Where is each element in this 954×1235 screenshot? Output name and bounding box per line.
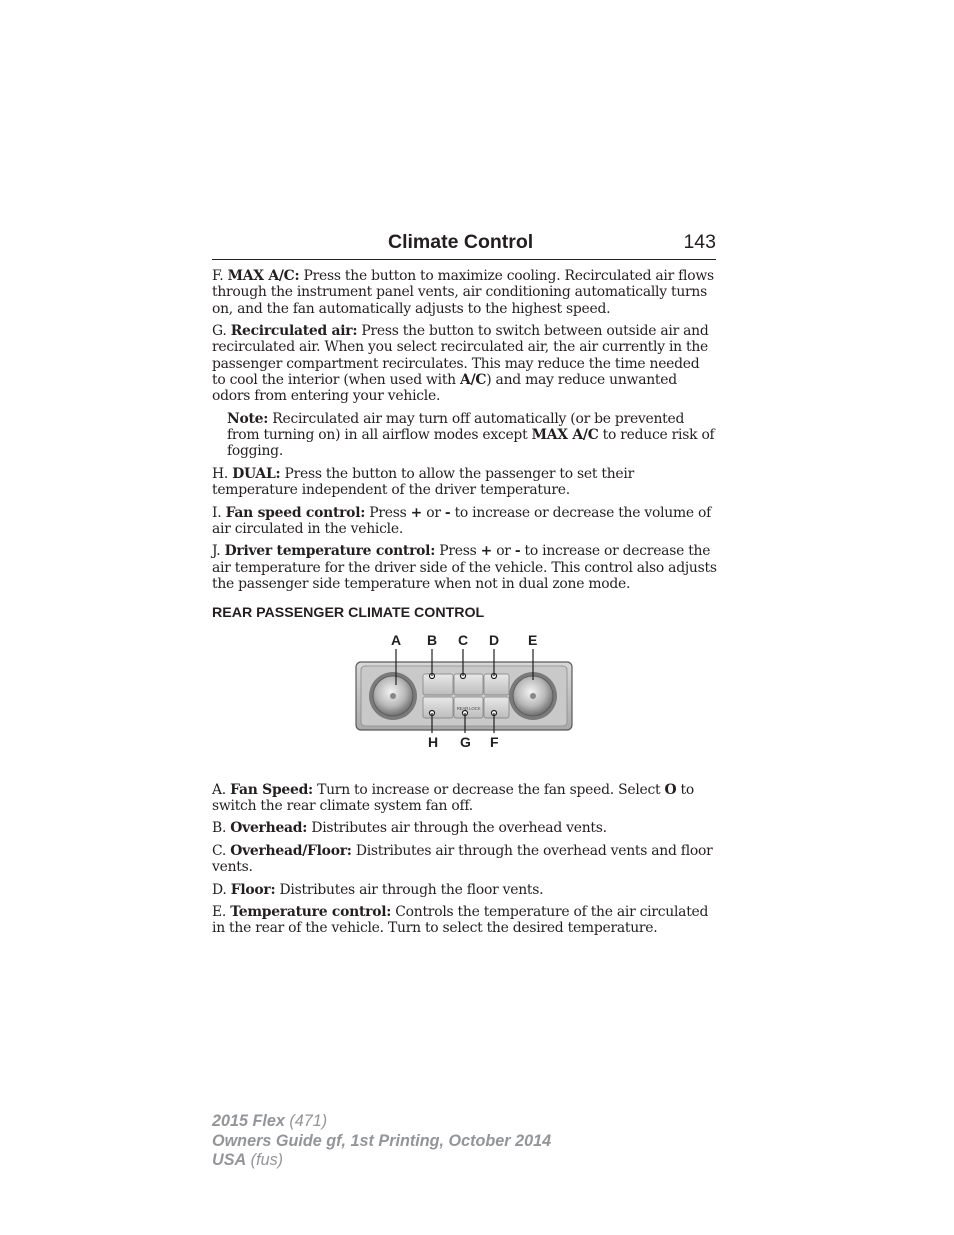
rear-button-h xyxy=(423,697,453,718)
item-term: MAX A/C: xyxy=(227,268,300,284)
rear-climate-control-figure xyxy=(212,630,717,766)
note-label: Note: xyxy=(227,410,269,427)
fan-speed-knob xyxy=(369,672,417,720)
page-content xyxy=(212,268,717,943)
figure-label-b: B xyxy=(427,631,437,648)
overhead-button xyxy=(423,674,453,695)
item-g: G. Recirculated air: Press the button to switch between outside air and recirculated air. When you select recirculated air, the air currently in the passenger compartment recirculates. This may reduce the time needed to cool the interior (when used with A/C) and may reduce unwanted odors from entering your vehicle. xyxy=(212,323,709,405)
item-f: F. MAX A/C: Press the button to maximize cooling. Recirculated air flows through the instrument panel vents, air conditioning automatically turns on, and the fan automatically adjusts to the highest speed. xyxy=(212,268,714,317)
page-footer xyxy=(212,1112,551,1171)
overhead-floor-button xyxy=(454,674,483,695)
rear-climate-panel-illustration xyxy=(355,661,573,731)
note-paragraph: Note: Recirculated air may turn off automatically (or be prevented from turning on) in all airflow modes except MAX A/C to reduce risk of fogging. xyxy=(227,410,715,460)
rear-button-f xyxy=(484,697,509,718)
page-title: Climate Control xyxy=(388,231,534,253)
item-c: C. Overhead/Floor: Distributes air through the overhead vents and floor vents. xyxy=(212,842,713,876)
item-a: A. Fan Speed: Turn to increase or decrease the fan speed. Select O to switch the rear climate system fan off. xyxy=(212,781,694,814)
figure-label-g: G xyxy=(460,733,471,750)
figure-label-c: C xyxy=(458,631,468,648)
item-h: H. DUAL: Press the button to allow the passenger to set their temperature independent of the driver temperature. xyxy=(212,465,634,499)
item-term: Overhead/Floor: xyxy=(230,842,352,859)
item-term: Recirculated air: xyxy=(230,323,358,340)
item-b: B. Overhead: Distributes air through the overhead vents. xyxy=(212,820,607,837)
item-j: J. Driver temperature control: Press + or - to increase or decrease the air temperature for the driver side of the vehicle. This control also adjusts the passenger side temperature when not in dual zone mode. xyxy=(212,543,717,592)
page-number: 143 xyxy=(683,231,716,253)
page-header xyxy=(212,229,716,260)
figure-label-d: D xyxy=(489,631,499,648)
section-heading: REAR PASSENGER CLIMATE CONTROL xyxy=(212,605,485,622)
footer-line-2: Owners Guide gf, 1st Printing, October 2014 xyxy=(212,1131,552,1150)
figure-label-f: F xyxy=(490,733,499,750)
figure-label-a: A xyxy=(391,631,401,648)
item-term: Fan speed control: xyxy=(225,504,366,521)
item-term: Temperature control: xyxy=(230,904,392,921)
rear-lock-text: REAR LOCK xyxy=(456,705,481,711)
item-term: DUAL: xyxy=(232,465,281,482)
item-i: I. Fan speed control: Press + or - to increase or decrease the volume of air circulated in the vehicle. xyxy=(212,504,712,537)
item-term: Overhead: xyxy=(230,820,308,837)
item-term: Driver temperature control: xyxy=(224,543,436,560)
item-term: Fan Speed: xyxy=(230,781,313,798)
figure-label-h: H xyxy=(428,733,438,750)
item-term: Floor: xyxy=(230,881,276,898)
figure-label-e: E xyxy=(528,631,538,648)
temperature-knob xyxy=(509,672,557,720)
footer-line-3: USA (fus) xyxy=(212,1151,284,1169)
item-d: D. Floor: Distributes air through the floor vents. xyxy=(212,881,544,898)
footer-line-1: 2015 Flex (471) xyxy=(212,1112,328,1130)
item-e: E. Temperature control: Controls the temperature of the air circulated in the rear of the vehicle. Turn to select the desired temperature. xyxy=(212,904,709,937)
